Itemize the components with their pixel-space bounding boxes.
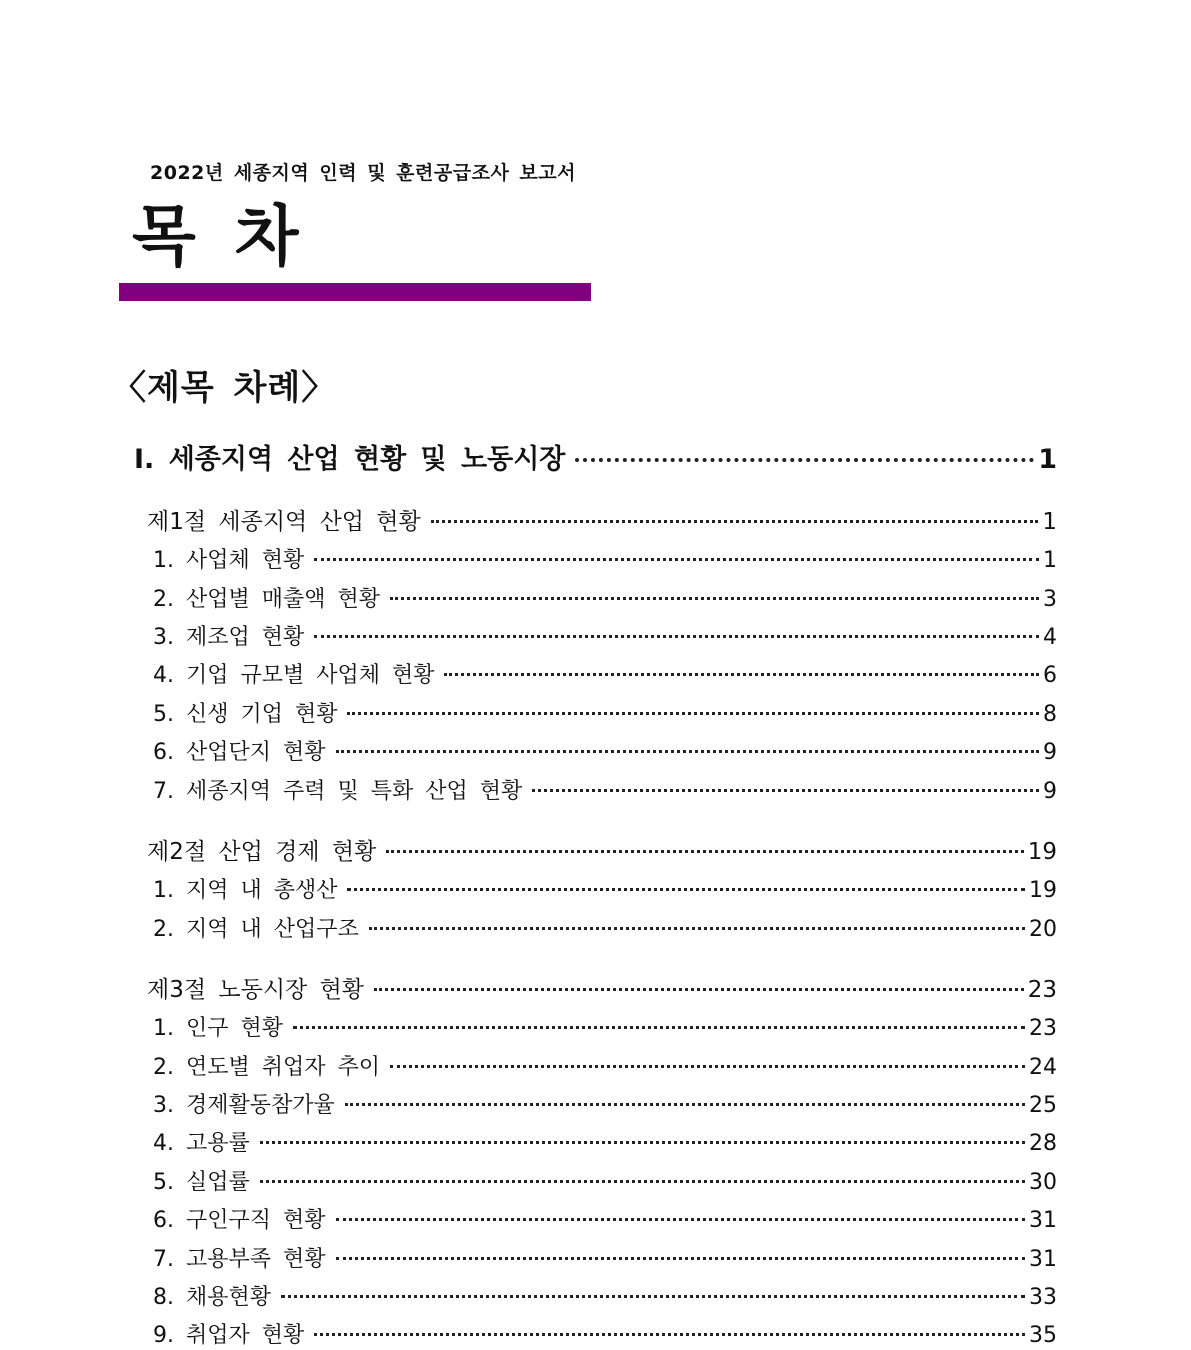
toc-entry-page-number: 20 xyxy=(1029,917,1057,942)
toc-entry-label: 7. 세종지역 주력 및 특화 산업 현황 xyxy=(153,779,523,804)
dot-leader xyxy=(281,1294,1025,1298)
toc-entry-item[interactable] xyxy=(153,1318,1057,1349)
toc-entry-label: 4. 고용률 xyxy=(153,1131,250,1156)
toc-entry-item[interactable] xyxy=(153,1050,1057,1081)
toc-entry-item[interactable] xyxy=(153,582,1057,613)
toc-entry-label: 6. 산업단지 현황 xyxy=(153,740,326,765)
dot-leader xyxy=(336,1217,1026,1221)
toc-entry-item[interactable] xyxy=(153,697,1057,728)
toc-entry-section[interactable] xyxy=(147,833,1057,866)
toc-entry-label: I. 세종지역 산업 현황 및 노동시장 xyxy=(134,444,566,475)
toc-entry-item[interactable] xyxy=(153,735,1057,766)
toc-entry-item[interactable] xyxy=(153,1165,1057,1196)
toc-entry-page-number: 4 xyxy=(1043,625,1057,650)
report-title: 2022년 세종지역 인력 및 훈련공급조사 보고서 xyxy=(150,162,576,184)
toc-entry-page-number: 31 xyxy=(1029,1208,1057,1233)
toc-entry-page-number: 1 xyxy=(1042,509,1057,535)
dot-leader xyxy=(314,1332,1025,1336)
toc-entry-page-number: 9 xyxy=(1043,779,1057,804)
toc-entry-item[interactable] xyxy=(153,620,1057,651)
toc-entry-page-number: 3 xyxy=(1043,587,1057,612)
toc-heading: 〈제목 차례〉 xyxy=(112,368,337,408)
toc-entry-item[interactable] xyxy=(153,912,1057,943)
toc-entry-page-number: 33 xyxy=(1029,1285,1057,1310)
toc-entry-label: 제3절 노동시장 현황 xyxy=(147,977,364,1003)
dot-leader xyxy=(314,634,1039,638)
toc-entry-label: 5. 신생 기업 현황 xyxy=(153,702,338,727)
toc-entry-chapter[interactable] xyxy=(134,437,1057,476)
toc-entry-label: 1. 사업체 현황 xyxy=(153,548,305,573)
dot-leader xyxy=(336,1256,1026,1260)
toc-entry-label: 2. 연도별 취업자 추이 xyxy=(153,1055,380,1080)
toc-entry-label: 3. 경제활동참가율 xyxy=(153,1093,335,1118)
toc-entry-page-number: 23 xyxy=(1029,1016,1057,1041)
toc-entry-label: 1. 인구 현황 xyxy=(153,1016,283,1041)
dot-leader xyxy=(390,596,1039,600)
dot-leader xyxy=(532,788,1039,792)
toc-entry-label: 2. 지역 내 산업구조 xyxy=(153,917,359,942)
toc-entry-page-number: 9 xyxy=(1043,740,1057,765)
toc-entry-item[interactable] xyxy=(153,1280,1057,1311)
toc-entry-label: 7. 고용부족 현황 xyxy=(153,1247,326,1272)
toc-entry-item[interactable] xyxy=(153,1203,1057,1234)
dot-leader xyxy=(260,1179,1025,1183)
toc-entry-page-number: 35 xyxy=(1029,1323,1057,1348)
toc-entry-label: 제2절 산업 경제 현황 xyxy=(147,839,377,865)
toc-entry-page-number: 25 xyxy=(1029,1093,1057,1118)
dot-leader xyxy=(260,1140,1025,1144)
toc-entry-label: 2. 산업별 매출액 현황 xyxy=(153,587,380,612)
dot-leader xyxy=(369,926,1025,930)
toc-entry-page-number: 28 xyxy=(1029,1131,1057,1156)
toc-entry-item[interactable] xyxy=(153,1242,1057,1273)
dot-leader xyxy=(347,887,1025,891)
dot-leader xyxy=(575,457,1034,462)
dot-leader xyxy=(444,672,1039,676)
toc-entry-section[interactable] xyxy=(147,971,1057,1004)
toc-entry-item[interactable] xyxy=(153,873,1057,904)
toc-entry-label: 1. 지역 내 총생산 xyxy=(153,878,338,903)
toc-entry-item[interactable] xyxy=(153,658,1057,689)
toc-entry-label: 9. 취업자 현황 xyxy=(153,1323,305,1348)
toc-entry-label: 3. 제조업 현황 xyxy=(153,625,305,650)
dot-leader xyxy=(314,557,1039,561)
toc-entry-page-number: 1 xyxy=(1038,444,1057,475)
toc-entry-item[interactable] xyxy=(153,543,1057,574)
dot-leader xyxy=(345,1102,1025,1106)
dot-leader xyxy=(386,849,1023,853)
toc-entry-page-number: 23 xyxy=(1027,977,1057,1003)
toc-entry-label: 5. 실업률 xyxy=(153,1170,250,1195)
toc-entry-item[interactable] xyxy=(153,1126,1057,1157)
toc-entry-page-number: 1 xyxy=(1043,548,1057,573)
toc-entry-item[interactable] xyxy=(153,774,1057,805)
dot-leader xyxy=(390,1064,1025,1068)
title-underline-bar xyxy=(119,283,591,301)
toc-entry-label: 제1절 세종지역 산업 현황 xyxy=(147,509,421,535)
dot-leader xyxy=(431,519,1039,523)
toc-entry-page-number: 8 xyxy=(1043,702,1057,727)
toc-entry-page-number: 30 xyxy=(1029,1170,1057,1195)
toc-entry-item[interactable] xyxy=(153,1011,1057,1042)
toc-entry-label: 4. 기업 규모별 사업체 현황 xyxy=(153,663,435,688)
toc-entry-page-number: 19 xyxy=(1029,878,1057,903)
toc-entry-label: 6. 구인구직 현황 xyxy=(153,1208,326,1233)
dot-leader xyxy=(347,711,1039,715)
dot-leader xyxy=(374,987,1024,991)
toc-entry-page-number: 19 xyxy=(1027,839,1057,865)
dot-leader xyxy=(336,749,1040,753)
toc-entry-page-number: 24 xyxy=(1029,1055,1057,1080)
dot-leader xyxy=(293,1025,1025,1029)
toc-entry-section[interactable] xyxy=(147,503,1057,536)
toc-entry-page-number: 6 xyxy=(1043,663,1057,688)
toc-entry-page-number: 31 xyxy=(1029,1247,1057,1272)
page-title: 목 차 xyxy=(132,198,301,275)
toc-entry-item[interactable] xyxy=(153,1088,1057,1119)
toc-entry-label: 8. 채용현황 xyxy=(153,1285,271,1310)
